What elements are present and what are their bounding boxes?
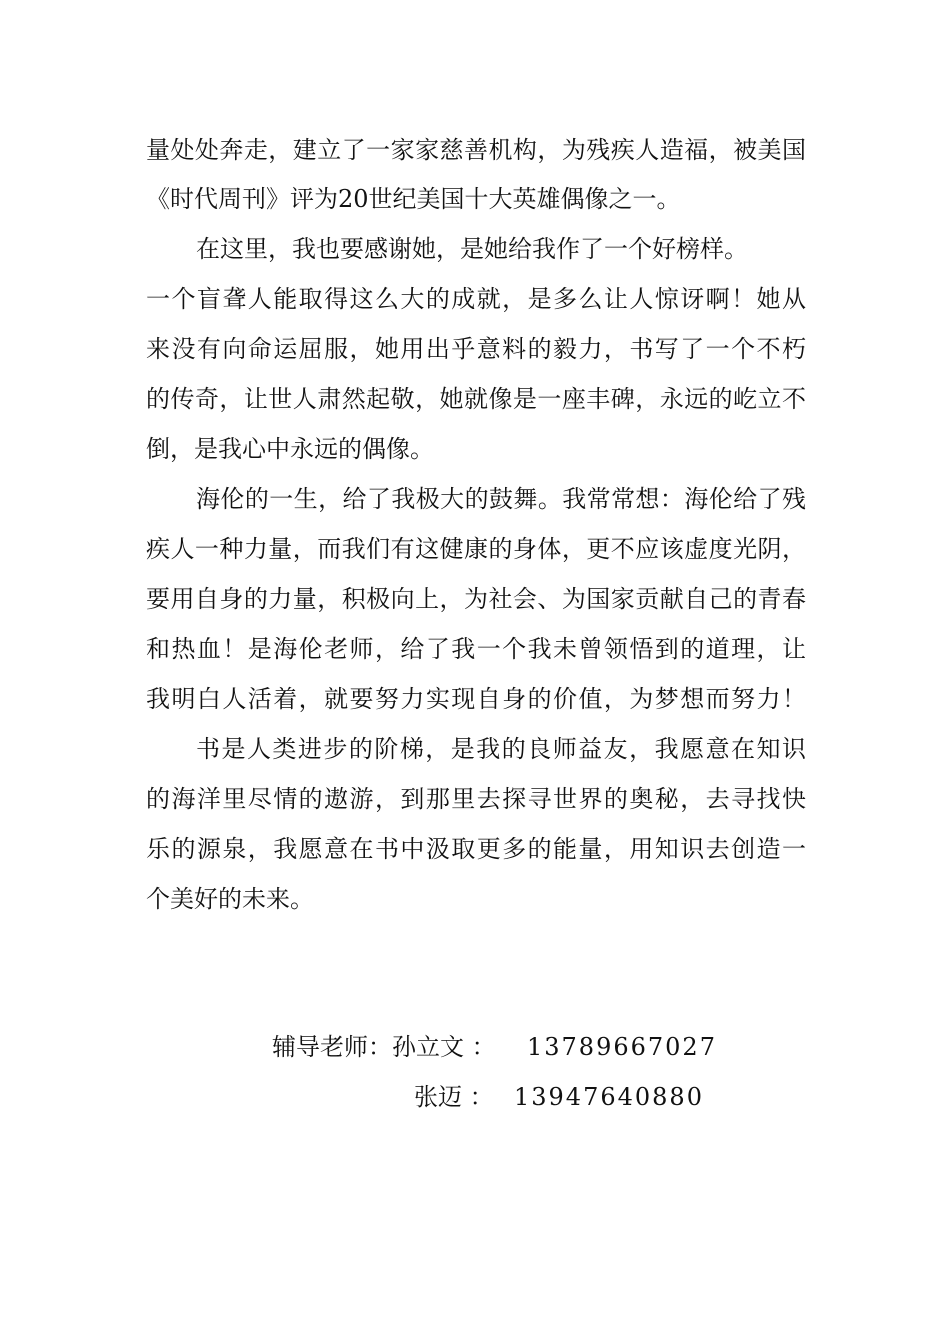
- text-line: 海伦的一生，给了我极大的鼓舞。我常常想：海伦给了残: [196, 485, 806, 513]
- signature-phone-1: 13789667027: [527, 1033, 717, 1061]
- text-line: 书是人类进步的阶梯，是我的良师益友，我愿意在知识: [196, 735, 806, 763]
- text-line: 乐的源泉，我愿意在书中汲取更多的能量，用知识去创造一: [146, 835, 806, 863]
- text-line: 要用自身的力量，积极向上，为社会、为国家贡献自己的青春: [146, 585, 806, 613]
- signature-label: 辅导老师：孙立文 ：: [272, 1033, 496, 1061]
- text-line: 的海洋里尽情的遨游，到那里去探寻世界的奥秘，去寻找快: [146, 785, 806, 813]
- text-line: 《时代周刊》评为20世纪美国十大英雄偶像之一。: [146, 185, 681, 213]
- text-line: 来没有向命运屈服，她用出乎意料的毅力，书写了一个不朽: [146, 335, 806, 363]
- text-line: 倒，是我心中永远的偶像。: [146, 435, 434, 463]
- signature-name-2: 张迈 ：: [414, 1083, 494, 1111]
- text-line: 和热血！是海伦老师，给了我一个我未曾领悟到的道理，让: [146, 635, 806, 663]
- text-line: 个美好的未来。: [146, 885, 314, 913]
- signature-phone-2: 13947640880: [514, 1083, 704, 1111]
- text-line: 量处处奔走，建立了一家家慈善机构，为残疾人造福，被美国: [146, 136, 806, 164]
- text-line: 的传奇，让世人肃然起敬，她就像是一座丰碑，永远的屹立不: [146, 385, 806, 413]
- text-line: 我明白人活着，就要努力实现自身的价值，为梦想而努力！: [146, 685, 806, 713]
- text-line: 一个盲聋人能取得这么大的成就，是多么让人惊讶啊！她从: [146, 285, 806, 313]
- text-line: 疾人一种力量，而我们有这健康的身体，更不应该虚度光阴，: [146, 535, 806, 563]
- text-line: 在这里，我也要感谢她，是她给我作了一个好榜样。: [196, 235, 748, 263]
